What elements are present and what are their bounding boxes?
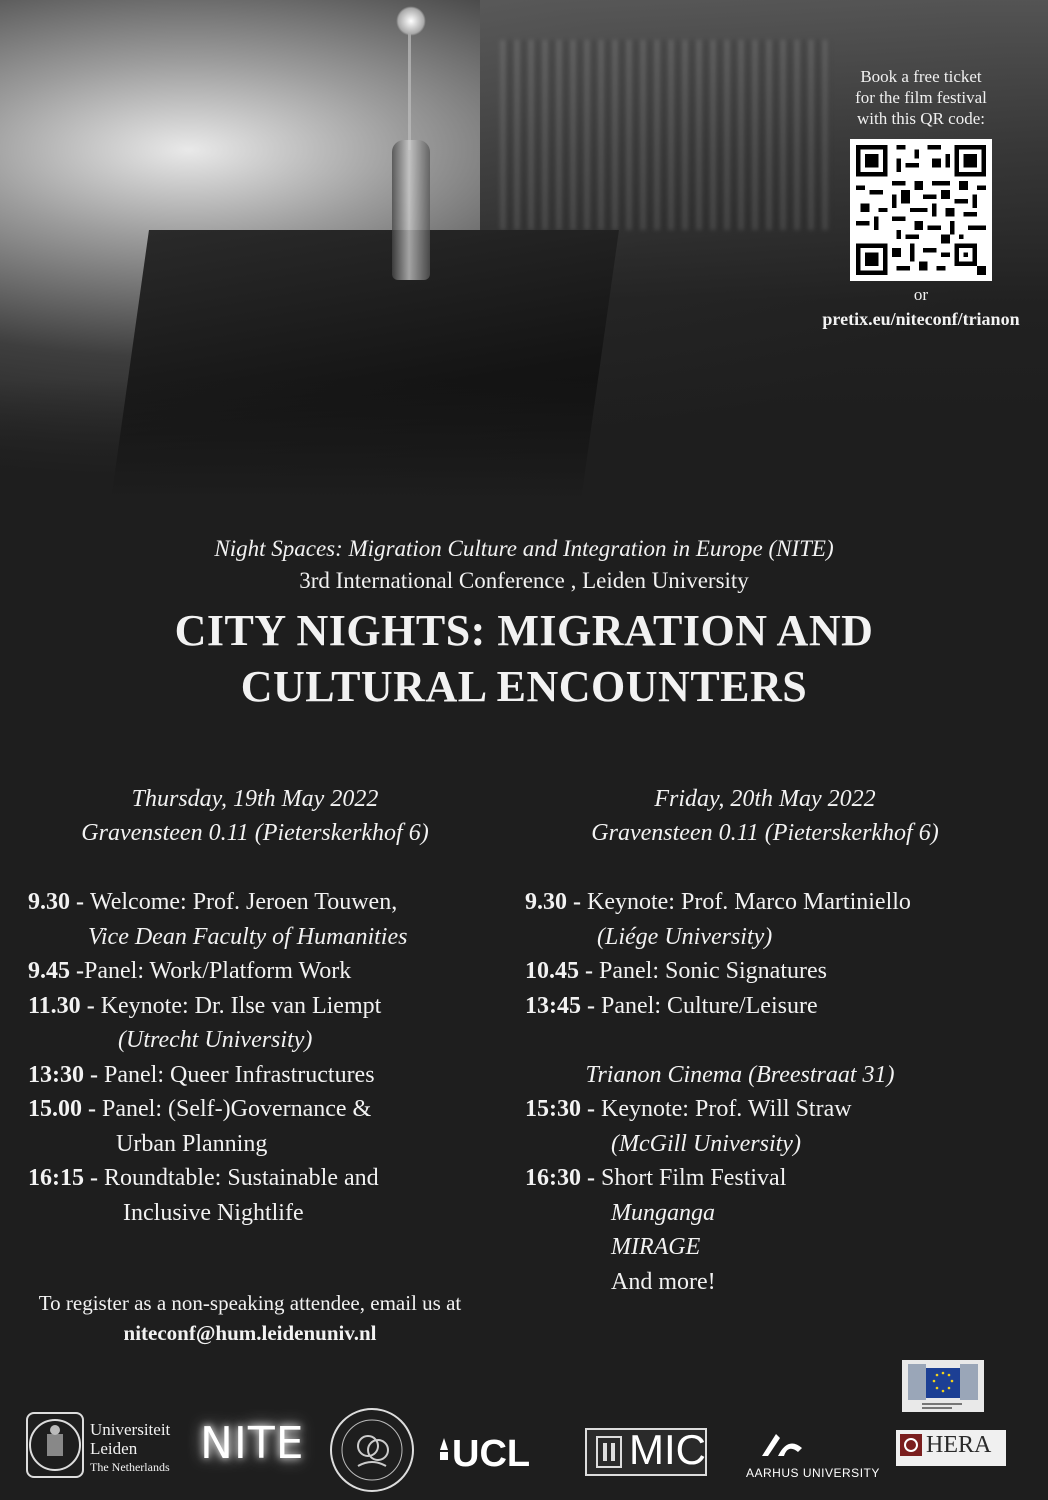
conference-name: 3rd International Conference , Leiden University	[299, 568, 749, 593]
film-title: Munganga	[611, 1199, 715, 1226]
schedule-time: 16:15	[28, 1165, 84, 1191]
leiden-logo-text	[90, 1420, 170, 1477]
schedule-item	[28, 1161, 508, 1196]
thursday-schedule	[28, 885, 508, 1230]
registration-note	[20, 1288, 480, 1348]
conference-heading	[0, 533, 1048, 715]
schedule-sep: -	[84, 1061, 104, 1088]
aarhus-symbol-icon	[758, 1430, 806, 1465]
humboldt-seal-icon	[330, 1408, 414, 1492]
schedule-text: Welcome: Prof. Jeroen Touwen,	[90, 889, 398, 915]
leiden-line-2: Leiden	[90, 1439, 138, 1458]
schedule-text: Keynote: Prof. Will Straw	[601, 1096, 852, 1122]
mic-crest-icon	[591, 1431, 627, 1475]
humboldt-portrait-icon	[332, 1410, 412, 1490]
schedule-sep: -	[581, 1165, 601, 1191]
schedule-gap	[525, 1023, 1025, 1058]
ucl-dome-icon	[438, 1436, 450, 1467]
photo-flower-stem	[408, 20, 411, 150]
schedule-sep: -	[70, 889, 90, 915]
friday-venue: Gravensteen 0.11 (Pieterskerkhof 6)	[591, 820, 939, 846]
schedule-subtext: (Utrecht University)	[118, 1027, 313, 1053]
schedule-item	[525, 885, 1025, 920]
schedule-subtext: (McGill University)	[611, 1130, 801, 1157]
schedule-item	[525, 1092, 1025, 1127]
nite-logo: NITE	[200, 1418, 305, 1469]
friday-date: Friday, 20th May 2022	[654, 786, 876, 812]
qr-code[interactable]	[850, 139, 992, 281]
ticket-line-1: Book a free ticket	[860, 67, 982, 86]
schedule-item	[28, 989, 508, 1024]
photo-vase	[392, 140, 430, 280]
friday-heading	[530, 782, 1000, 850]
schedule-time: 16:30	[525, 1165, 581, 1191]
ticket-url-link[interactable]: pretix.eu/niteconf/trianon	[822, 309, 1020, 329]
cinema-heading: Trianon Cinema (Breestraat 31)	[585, 1061, 895, 1088]
schedule-text: Panel: Culture/Leisure	[601, 992, 818, 1019]
mic-logo	[585, 1428, 707, 1476]
schedule-sep: -	[581, 1096, 601, 1122]
schedule-subtext: Urban Planning	[116, 1130, 268, 1157]
friday-schedule	[525, 885, 1025, 1299]
schedule-text: Panel: Queer Infrastructures	[104, 1061, 375, 1088]
schedule-time: 9.30	[28, 889, 70, 915]
registration-text: To register as a non-speaking attendee, email us at	[38, 1291, 462, 1315]
registration-email-link[interactable]: niteconf@hum.leidenuniv.nl	[123, 1321, 377, 1345]
schedule-text: Panel: Work/Platform Work	[84, 958, 352, 984]
photo-flower	[396, 6, 426, 36]
schedule-time: 15:30	[525, 1096, 581, 1122]
and-more: And more!	[611, 1268, 716, 1295]
schedule-subtext: (Liége University)	[597, 923, 773, 950]
schedule-time: 10.45	[525, 958, 579, 984]
hera-logo-text: HERA	[926, 1432, 992, 1458]
ticket-block	[806, 66, 1036, 331]
schedule-text: Roundtable: Sustainable and	[104, 1165, 379, 1191]
thursday-date: Thursday, 19th May 2022	[131, 786, 379, 812]
schedule-item	[525, 954, 1025, 989]
page-title-line-2: CULTURAL ENCOUNTERS	[240, 662, 808, 711]
schedule-time: 9.45	[28, 958, 70, 984]
schedule-sep: -	[579, 958, 599, 984]
schedule-sep: -	[581, 992, 601, 1019]
aarhus-logo: AARHUS UNIVERSITY	[746, 1466, 880, 1480]
hera-logo	[896, 1430, 1006, 1466]
schedule-text: Panel: (Self-)Governance &	[102, 1096, 372, 1122]
ticket-line-3: with this QR code:	[857, 109, 985, 128]
schedule-sep: -	[84, 1165, 104, 1191]
thursday-heading	[20, 782, 490, 850]
schedule-item	[525, 989, 1025, 1024]
schedule-item	[28, 1092, 508, 1127]
schedule-time: 13:45	[525, 992, 581, 1019]
photo-mural	[500, 40, 830, 230]
schedule-time: 9.30	[525, 889, 567, 915]
schedule-sep: -	[567, 889, 587, 915]
leiden-seal-icon	[26, 1412, 84, 1478]
schedule-item	[28, 954, 508, 989]
film-title: MIRAGE	[611, 1234, 701, 1260]
schedule-item	[525, 1161, 1025, 1196]
thursday-venue: Gravensteen 0.11 (Pieterskerkhof 6)	[81, 820, 429, 846]
ticket-or: or	[913, 285, 929, 304]
page-title-line-1: CITY NIGHTS: MIGRATION AND	[174, 606, 874, 655]
photo-fade	[0, 380, 1048, 500]
partner-logos	[0, 1400, 1048, 1500]
schedule-time: 15.00	[28, 1096, 82, 1122]
schedule-subtext: Inclusive Nightlife	[123, 1199, 304, 1226]
schedule-text: Keynote: Prof. Marco Martiniello	[587, 889, 911, 915]
page-title	[0, 603, 1048, 715]
ucl-logo: UCL	[452, 1433, 531, 1475]
schedule-text: Short Film Festival	[601, 1165, 787, 1191]
leiden-line-3: The Netherlands	[90, 1460, 170, 1474]
hera-mark-icon	[900, 1434, 922, 1456]
project-name: Night Spaces: Migration Culture and Integration in Europe (NITE)	[214, 536, 834, 561]
schedule-time: 11.30	[28, 992, 81, 1019]
schedule-sep: -	[80, 992, 101, 1019]
ticket-line-2: for the film festival	[855, 88, 987, 107]
schedule-subtext: Vice Dean Faculty of Humanities	[88, 923, 408, 950]
schedule-text: Keynote: Dr. Ilse van Liempt	[100, 992, 382, 1019]
leiden-line-1: Universiteit	[90, 1420, 171, 1439]
schedule-item	[28, 1058, 508, 1093]
qr-code-icon	[856, 145, 986, 275]
schedule-sep: -	[70, 958, 84, 984]
schedule-item	[28, 885, 508, 920]
schedule-sep: -	[82, 1096, 102, 1122]
mic-logo-text: MIC	[629, 1426, 706, 1473]
schedule-text: Panel: Sonic Signatures	[599, 958, 827, 984]
leiden-crest-icon	[28, 1414, 82, 1476]
schedule-time: 13:30	[28, 1061, 84, 1088]
